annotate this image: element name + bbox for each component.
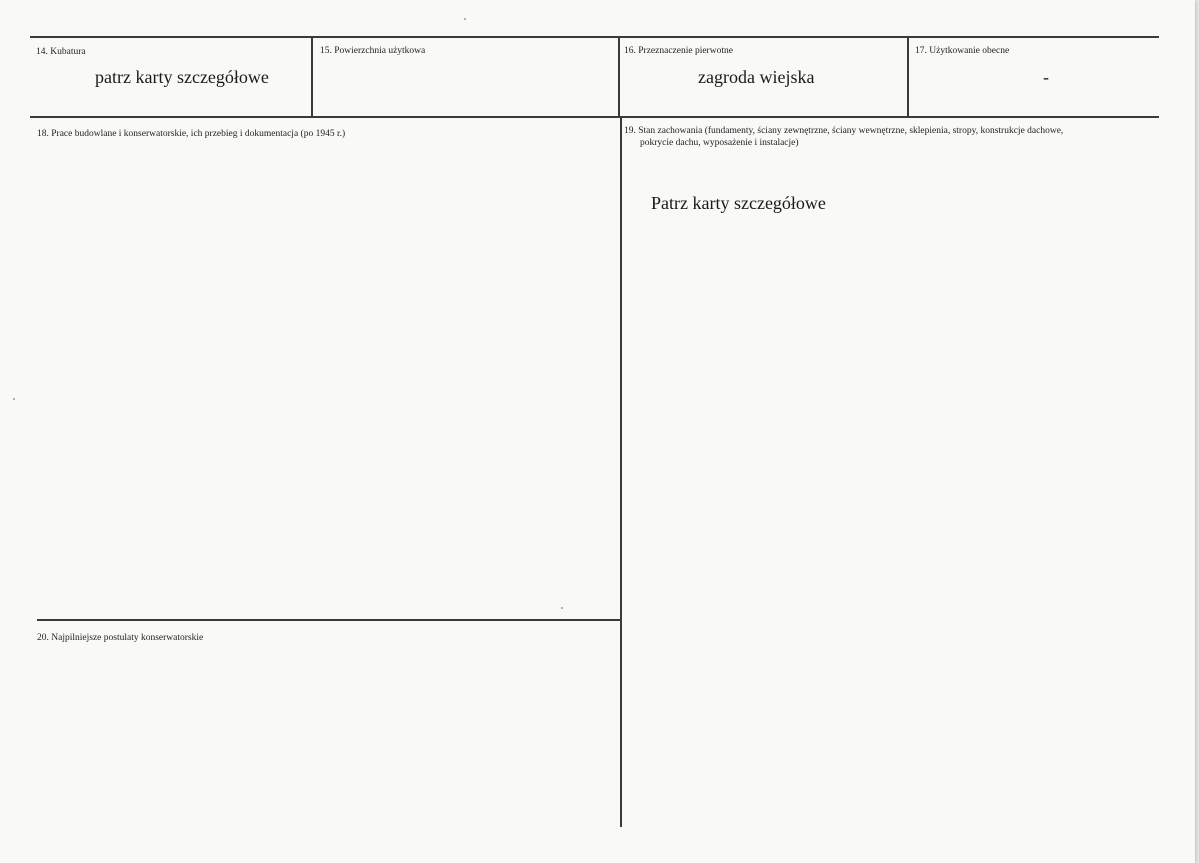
field-16-label: 16. Przeznaczenie pierwotne	[624, 46, 733, 56]
field-14-label: 14. Kubatura	[36, 47, 86, 57]
field-14-value: patrz karty szczegółowe	[95, 67, 269, 87]
field-15-label: 15. Powierzchnia użytkowa	[320, 46, 426, 56]
main-vertical-divider	[620, 117, 622, 827]
paper-speck	[13, 398, 15, 400]
top-rule	[30, 36, 1159, 38]
field-17-value: -	[1043, 67, 1049, 87]
divider-14-15	[311, 37, 313, 118]
field-19-value: Patrz karty szczegółowe	[651, 193, 826, 213]
field-16-value: zagroda wiejska	[698, 67, 815, 87]
divider-16-17	[907, 37, 909, 118]
field-17-label: 17. Użytkowanie obecne	[915, 46, 1010, 56]
section-20-top-rule	[37, 619, 621, 621]
field-19-label-line2: pokrycie dachu, wyposażenie i instalacje)	[640, 138, 799, 148]
paper-speck	[464, 18, 466, 20]
field-20-label: 20. Najpilniejsze postulaty konserwatorskie	[37, 633, 204, 643]
field-18-label: 18. Prace budowlane i konserwatorskie, ich przebieg i dokumentacja (po 1945 r.)	[37, 129, 346, 139]
paper-speck	[561, 607, 563, 609]
divider-15-16	[618, 37, 620, 118]
field-19-label-line1: 19. Stan zachowania (fundamenty, ściany zewnętrzne, ściany wewnętrzne, sklepienia, stropy, konstrukcje dachowe,	[624, 126, 1064, 136]
header-bottom-rule	[30, 116, 1159, 118]
